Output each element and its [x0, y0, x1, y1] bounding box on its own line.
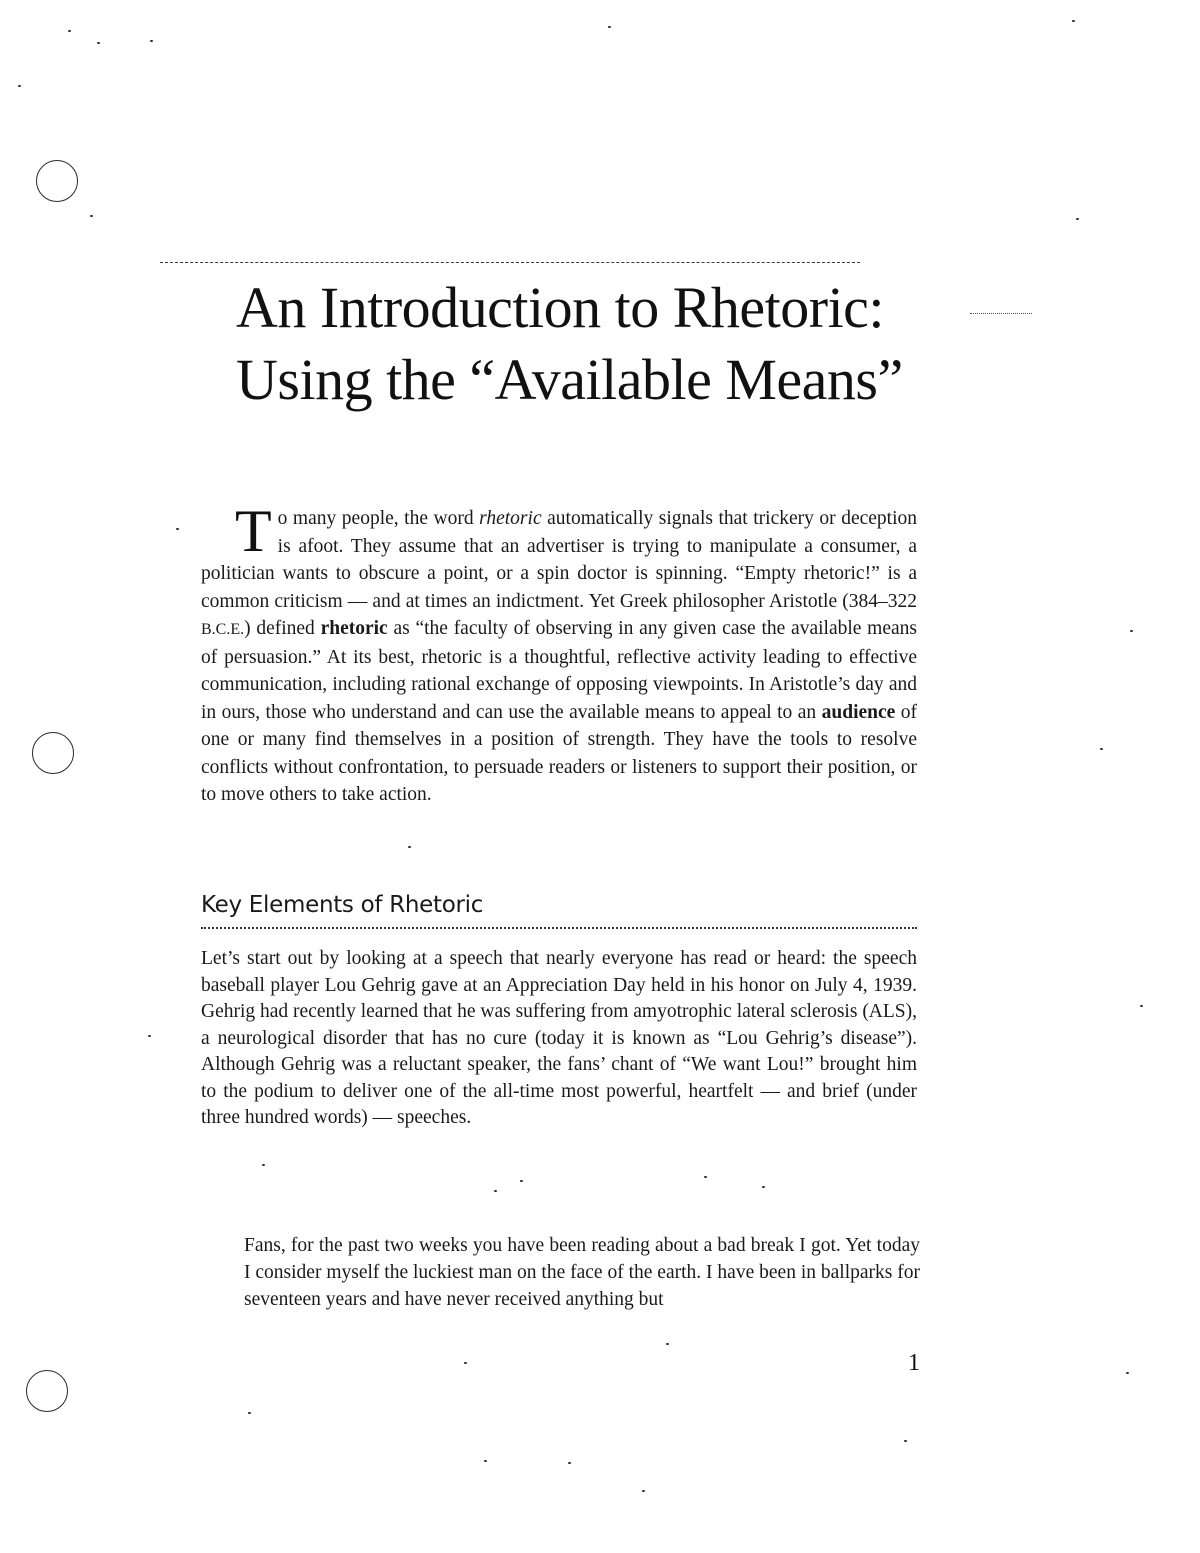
scan-speck	[1076, 218, 1079, 220]
scan-speck	[248, 1412, 251, 1414]
block-quote: Fans, for the past two weeks you have been reading about a bad break I got. Yet today I consider myself the luckiest man on the face of the earth. I have been in ballparks for seventeen years and have never received anything but	[244, 1235, 920, 1310]
scan-speck	[97, 42, 100, 44]
intro-text-part-5: of one or many find themselves in a position of strength. They have the tools to resolve conflicts without confrontation, to persuade readers or listeners to support their position, or to move others to take action.	[201, 701, 917, 805]
scan-speck	[608, 26, 611, 28]
scan-speck	[18, 85, 21, 87]
scan-speck	[1130, 630, 1133, 632]
section-paragraph: Let’s start out by looking at a speech that nearly everyone has read or heard: the speech baseball player Lou Gehrig gave at an Appreciation Day held in his honor on July 4, 1939. Gehrig had recently learned that he was suffering from amyotrophic lateral sclerosis (ALS), a neurological disorder that has no cure (today it is known as “Lou Gehrig’s disease”). Although Gehrig was a reluctant speaker, the fans’ chant of “We want Lou!” brought him to the podium to deliver one of the all-time most powerful, heartfelt — and brief (under three hundred words) — speeches.	[201, 948, 918, 1128]
scan-speck	[464, 1362, 467, 1364]
intro-text-lead: o many people, the word	[277, 508, 480, 529]
scan-side-mark	[970, 313, 1032, 314]
intro-term-audience: audience	[821, 701, 896, 723]
scan-speck	[408, 846, 411, 848]
scan-speck	[176, 528, 179, 530]
scan-speck	[148, 1035, 151, 1037]
scan-speck	[494, 1190, 497, 1192]
scan-speck	[642, 1490, 645, 1492]
intro-paragraph	[201, 498, 917, 809]
scan-dashed-rule	[160, 262, 860, 263]
scan-speck	[520, 1180, 523, 1182]
scan-speck	[1140, 1005, 1143, 1007]
scan-speck	[484, 1460, 487, 1462]
punch-hole-top	[36, 160, 78, 202]
scan-speck	[150, 40, 153, 42]
scan-speck	[1126, 1372, 1129, 1374]
scan-speck	[568, 1462, 571, 1464]
intro-text-part-4: as “the faculty of observing in any given case the available means of persuasion.” At its best, rhetoric is a thoughtful, reflective activity leading to effective communication, including rational exchange of opposing viewpoints. In Aristotle’s day and in ours, those who understand and can use the available means to appeal to an	[201, 618, 917, 723]
era-abbreviation: B.C.E.	[201, 621, 245, 638]
scan-speck	[904, 1440, 907, 1442]
page-number: 1	[908, 1350, 920, 1376]
chapter-title	[236, 272, 903, 416]
section-divider	[201, 927, 917, 929]
drop-cap: T	[235, 498, 272, 564]
section-heading: Key Elements of Rhetoric	[201, 892, 484, 918]
scan-speck	[90, 215, 93, 217]
intro-term-italic: rhetoric	[479, 508, 542, 529]
scan-speck	[704, 1176, 707, 1178]
chapter-title-line-1: An Introduction to Rhetoric:	[236, 275, 885, 340]
intro-text-part-2: automatically signals that trickery or deception is afoot. They assume that an advertiser is trying to manipulate a consumer, a politician wants to obscure a point, or a spin doctor is spinning. “Empty rhetoric!” is a common criticism — and at times an indictment. Yet Greek philosopher Aristotle (384–322	[201, 508, 917, 612]
scan-speck	[762, 1186, 765, 1188]
intro-text-part-3: ) defined	[244, 618, 321, 639]
scan-speck	[1100, 748, 1103, 750]
chapter-title-line-2: Using the “Available Means”	[236, 347, 903, 412]
punch-hole-middle	[32, 732, 74, 774]
scan-speck	[666, 1343, 669, 1345]
intro-term-bold: rhetoric	[320, 618, 388, 639]
scan-speck	[68, 30, 71, 32]
punch-hole-bottom	[26, 1370, 68, 1412]
scan-speck	[1072, 20, 1075, 22]
scan-speck	[262, 1164, 265, 1166]
